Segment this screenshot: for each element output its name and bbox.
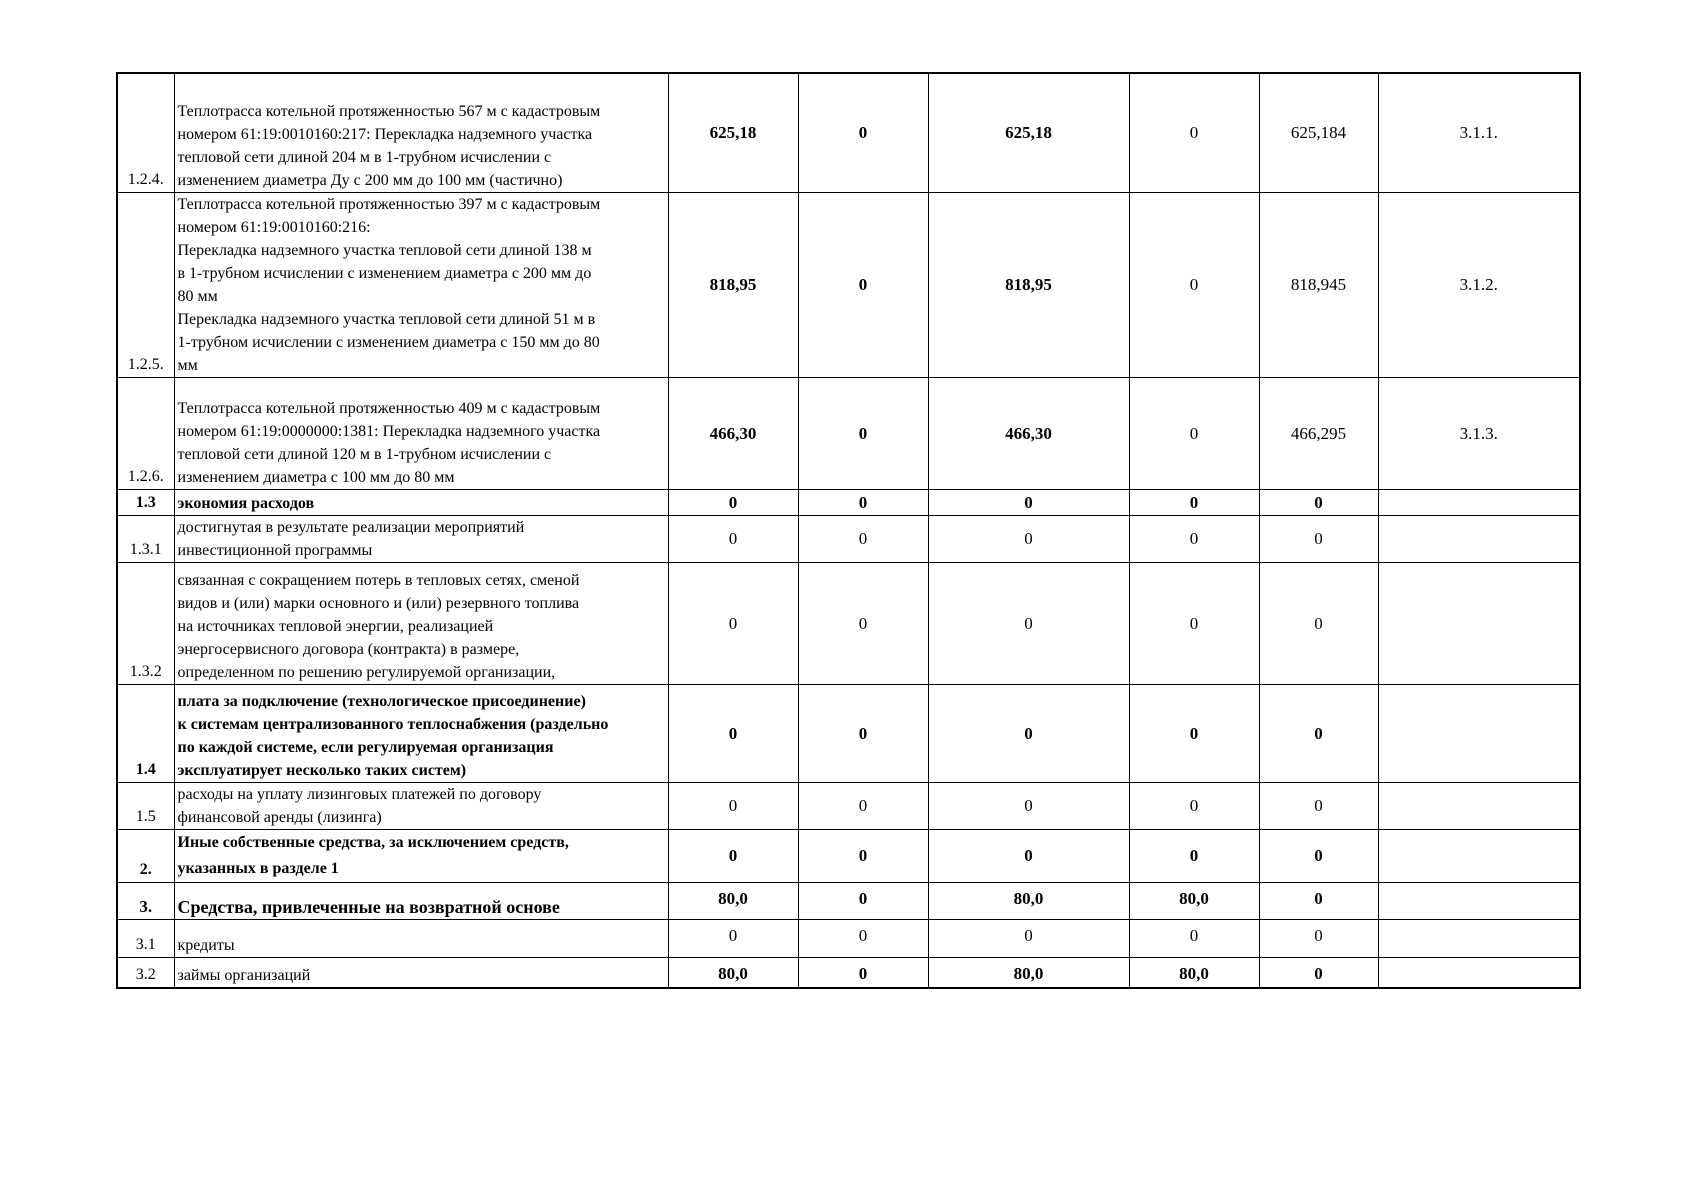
description-line: указанных в разделе 1 <box>177 859 339 877</box>
description-line: номером 61:19:0010160:217: Перекладка надземного участка <box>177 125 593 143</box>
value-cell: 0 <box>928 829 1129 882</box>
description-line: к системам централизованного теплоснабжения (раздельно <box>177 715 609 733</box>
value-cell: 0 <box>928 489 1129 515</box>
description-line: на источниках тепловой энергии, реализацией <box>177 617 494 635</box>
value-cell: 0 <box>668 515 798 562</box>
value-cell: 818,95 <box>668 192 798 377</box>
row-number: 1.5 <box>117 782 174 829</box>
description-line: займы организаций <box>177 967 311 984</box>
row-description <box>174 829 668 882</box>
value-cell: 0 <box>1129 829 1259 882</box>
value-cell: 80,0 <box>668 882 798 919</box>
value-cell: 0 <box>798 829 928 882</box>
description-line: Теплотрасса котельной протяженностью 397 м с кадастровым <box>177 195 601 213</box>
reference-cell <box>1378 957 1580 988</box>
value-cell: 80,0 <box>928 882 1129 919</box>
description-line: энергосервисного договора (контракта) в размере, <box>177 640 520 658</box>
value-cell: 80,0 <box>668 957 798 988</box>
table-row <box>117 515 1580 562</box>
description-line: 1-трубном исчислении с изменением диаметра с 150 мм до 80 <box>177 333 600 351</box>
value-cell: 80,0 <box>928 957 1129 988</box>
description-line: Иные собственные средства, за исключением средств, <box>177 833 569 851</box>
table-row <box>117 882 1580 919</box>
row-description <box>174 73 668 192</box>
value-cell: 0 <box>668 829 798 882</box>
row-number: 1.2.4. <box>117 73 174 192</box>
value-cell: 0 <box>798 73 928 192</box>
row-number: 3.1 <box>117 919 174 957</box>
reference-cell <box>1378 489 1580 515</box>
description-line: номером 61:19:0010160:216: <box>177 218 371 236</box>
description-line: связанная с сокращением потерь в тепловых сетях, сменой <box>177 571 580 589</box>
value-cell: 0 <box>798 882 928 919</box>
row-description <box>174 882 668 919</box>
value-cell: 0 <box>1259 684 1378 782</box>
description-line: Средства, привлеченные на возвратной основе <box>177 896 560 917</box>
value-cell: 0 <box>1259 919 1378 957</box>
value-cell: 0 <box>1259 562 1378 684</box>
row-description <box>174 489 668 515</box>
description-line: мм <box>177 356 198 374</box>
value-cell: 0 <box>798 377 928 489</box>
value-cell: 0 <box>1129 562 1259 684</box>
value-cell: 80,0 <box>1129 882 1259 919</box>
row-number: 1.3.2 <box>117 562 174 684</box>
description-line: тепловой сети длиной 120 м в 1-трубном исчислении с <box>177 445 552 463</box>
description-line: изменением диаметра Ду с 200 мм до 100 мм (частично) <box>177 171 563 189</box>
value-cell: 625,18 <box>668 73 798 192</box>
reference-cell <box>1378 829 1580 882</box>
description-line: экономия расходов <box>177 494 315 512</box>
row-number: 1.4 <box>117 684 174 782</box>
description-line: определенном по решению регулируемой организации, <box>177 663 556 681</box>
table-row <box>117 489 1580 515</box>
description-line: номером 61:19:0000000:1381: Перекладка надземного участка <box>177 422 601 440</box>
table-row <box>117 957 1580 988</box>
reference-cell <box>1378 782 1580 829</box>
value-cell: 625,184 <box>1259 73 1378 192</box>
row-description <box>174 684 668 782</box>
reference-cell: 3.1.2. <box>1378 192 1580 377</box>
table-row <box>117 377 1580 489</box>
row-number: 2. <box>117 829 174 882</box>
investment-program-table <box>116 72 1581 989</box>
reference-cell: 3.1.1. <box>1378 73 1580 192</box>
table-row <box>117 684 1580 782</box>
reference-cell <box>1378 515 1580 562</box>
value-cell: 0 <box>798 192 928 377</box>
description-line: плата за подключение (технологическое присоединение) <box>177 692 586 710</box>
value-cell: 0 <box>1129 489 1259 515</box>
row-description <box>174 919 668 957</box>
table-row <box>117 829 1580 882</box>
value-cell: 466,295 <box>1259 377 1378 489</box>
value-cell: 0 <box>668 782 798 829</box>
description-line: тепловой сети длиной 204 м в 1-трубном исчислении с <box>177 148 552 166</box>
table-row <box>117 73 1580 192</box>
description-line: 80 мм <box>177 287 218 305</box>
value-cell: 0 <box>798 957 928 988</box>
row-description <box>174 957 668 988</box>
row-number: 1.3.1 <box>117 515 174 562</box>
value-cell: 625,18 <box>928 73 1129 192</box>
description-line: эксплуатирует несколько таких систем) <box>177 761 467 779</box>
reference-cell <box>1378 882 1580 919</box>
value-cell: 0 <box>668 562 798 684</box>
table-row <box>117 562 1580 684</box>
description-line: в 1-трубном исчислении с изменением диаметра с 200 мм до <box>177 264 592 282</box>
description-line: по каждой системе, если регулируемая организация <box>177 738 554 756</box>
value-cell: 0 <box>668 919 798 957</box>
value-cell: 0 <box>1129 515 1259 562</box>
value-cell: 0 <box>1259 829 1378 882</box>
value-cell: 0 <box>798 562 928 684</box>
reference-cell <box>1378 684 1580 782</box>
value-cell: 0 <box>1129 782 1259 829</box>
value-cell: 0 <box>1129 73 1259 192</box>
description-line: Перекладка надземного участка тепловой сети длиной 51 м в <box>177 310 596 328</box>
description-line: инвестиционной программы <box>177 541 373 559</box>
value-cell: 0 <box>798 515 928 562</box>
value-cell: 466,30 <box>668 377 798 489</box>
value-cell: 818,95 <box>928 192 1129 377</box>
value-cell: 0 <box>798 919 928 957</box>
value-cell: 0 <box>668 489 798 515</box>
value-cell: 0 <box>1259 489 1378 515</box>
row-number: 3. <box>117 882 174 919</box>
row-description <box>174 192 668 377</box>
value-cell: 0 <box>1129 919 1259 957</box>
row-description <box>174 515 668 562</box>
value-cell: 0 <box>928 919 1129 957</box>
value-cell: 0 <box>1129 377 1259 489</box>
reference-cell <box>1378 919 1580 957</box>
table-row <box>117 192 1580 377</box>
row-number: 1.3 <box>117 489 174 515</box>
row-number: 1.2.6. <box>117 377 174 489</box>
description-line: достигнутая в результате реализации мероприятий <box>177 518 525 536</box>
value-cell: 0 <box>1129 192 1259 377</box>
value-cell: 0 <box>1259 782 1378 829</box>
value-cell: 0 <box>928 562 1129 684</box>
reference-cell: 3.1.3. <box>1378 377 1580 489</box>
value-cell: 0 <box>668 684 798 782</box>
value-cell: 0 <box>928 684 1129 782</box>
row-description <box>174 782 668 829</box>
row-description <box>174 377 668 489</box>
value-cell: 0 <box>928 515 1129 562</box>
value-cell: 0 <box>1259 515 1378 562</box>
description-line: финансовой аренды (лизинга) <box>177 808 382 826</box>
row-number: 3.2 <box>117 957 174 988</box>
value-cell: 0 <box>798 782 928 829</box>
reference-cell <box>1378 562 1580 684</box>
description-line: Перекладка надземного участка тепловой сети длиной 138 м <box>177 241 592 259</box>
value-cell: 0 <box>798 489 928 515</box>
table-row <box>117 782 1580 829</box>
description-line: Теплотрасса котельной протяженностью 567 м с кадастровым <box>177 102 601 120</box>
value-cell: 0 <box>928 782 1129 829</box>
value-cell: 0 <box>1129 684 1259 782</box>
value-cell: 0 <box>1259 957 1378 988</box>
table-row <box>117 919 1580 957</box>
description-line: видов и (или) марки основного и (или) резервного топлива <box>177 594 580 612</box>
value-cell: 80,0 <box>1129 957 1259 988</box>
description-line: расходы на уплату лизинговых платежей по договору <box>177 785 542 803</box>
value-cell: 466,30 <box>928 377 1129 489</box>
row-description <box>174 562 668 684</box>
description-line: Теплотрасса котельной протяженностью 409 м с кадастровым <box>177 399 601 417</box>
description-line: изменением диаметра с 100 мм до 80 мм <box>177 468 455 486</box>
row-number: 1.2.5. <box>117 192 174 377</box>
value-cell: 818,945 <box>1259 192 1378 377</box>
description-line: кредиты <box>177 936 235 954</box>
value-cell: 0 <box>1259 882 1378 919</box>
value-cell: 0 <box>798 684 928 782</box>
